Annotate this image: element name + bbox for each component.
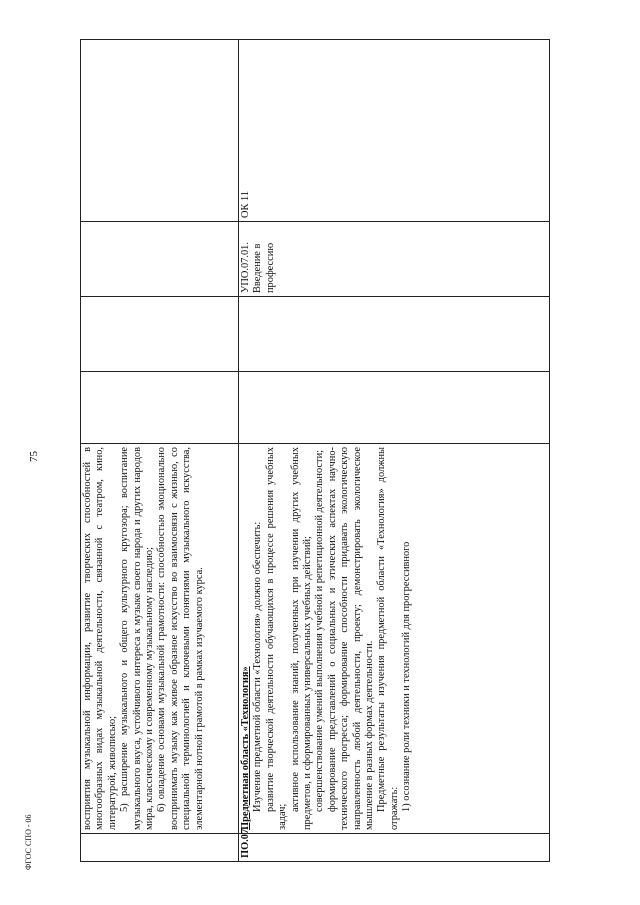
row2-col4-cell: [239, 297, 550, 372]
row2-line-7: 1) осознание роли техники и технологий для прогрессивного: [401, 541, 413, 812]
row1-line-1: восприятия музыкальной информации, развитие творческих способностей в многообразных видах музыкальной деятельности, связанной с театром, кино, литературой, живописью;: [82, 447, 118, 830]
row2-line-3: активное использование знаний, полученных при изучении других учебных предметов, и сформированных универсальных учебных действий;: [289, 447, 314, 830]
row1-content-cell: [81, 444, 239, 834]
row2-col3-cell: [239, 372, 550, 444]
row2-line-1: Изучение предметной области «Технология» должно обеспечить:: [252, 521, 264, 812]
row1-col3-cell: [81, 372, 239, 444]
row2-content-cell: [239, 444, 550, 834]
row1-col5-cell: [81, 222, 239, 297]
row1-code-cell: [81, 834, 239, 862]
table-row: [239, 40, 550, 862]
row2-line-2: развитие творческой деятельности обучающихся в процессе решения учебных задач;: [264, 447, 289, 830]
row1-col4-cell: [81, 297, 239, 372]
row2-heading: Предметная область «Технология»: [240, 666, 251, 830]
row2-module-cell: УПО.07.01. Введение в профессию: [239, 222, 550, 297]
row2-code-cell: ПО.07.: [239, 834, 550, 862]
standards-table-container: [80, 40, 550, 862]
standards-table: [80, 39, 550, 862]
page-footer: ФГОС СПО - 06: [24, 814, 33, 870]
page-number: 75: [28, 451, 40, 462]
row1-col6-cell: [81, 40, 239, 222]
row2-line-5: формирование представлений о социальных и этических аспектах научно-технического прогресса; формирование способности придавать экологическую направленность любой деятельности, проекту; демонстрировать экологическое мышление в разных формах деятельности.: [326, 447, 376, 830]
table-row: [81, 40, 239, 862]
row2-competence-cell: ОК 11: [239, 40, 550, 222]
row1-line-2: 5) расширение музыкального и общего культурного кругозора; воспитание музыкального вкуса, устойчивого интереса к музыке своего народа и других народов мира, классическому и современному музыкальному наследию;: [119, 447, 156, 830]
row1-line-3: 6) овладение основами музыкальной грамотности: способностью эмоционально воспринимать музыку как живое образное искусство во взаимосвязи с жизнью, со специальной терминологией и ключевыми понятиями музыкального искусства, элементарной нотной грамотой в рамках изучаемого курса.: [156, 447, 205, 830]
row2-line-4: совершенствование умений выполнения учебной и репетиционной деятельности;: [314, 449, 326, 812]
row2-line-6: Предметные результаты изучения предметной области «Технология» должны отражать:: [376, 447, 400, 830]
